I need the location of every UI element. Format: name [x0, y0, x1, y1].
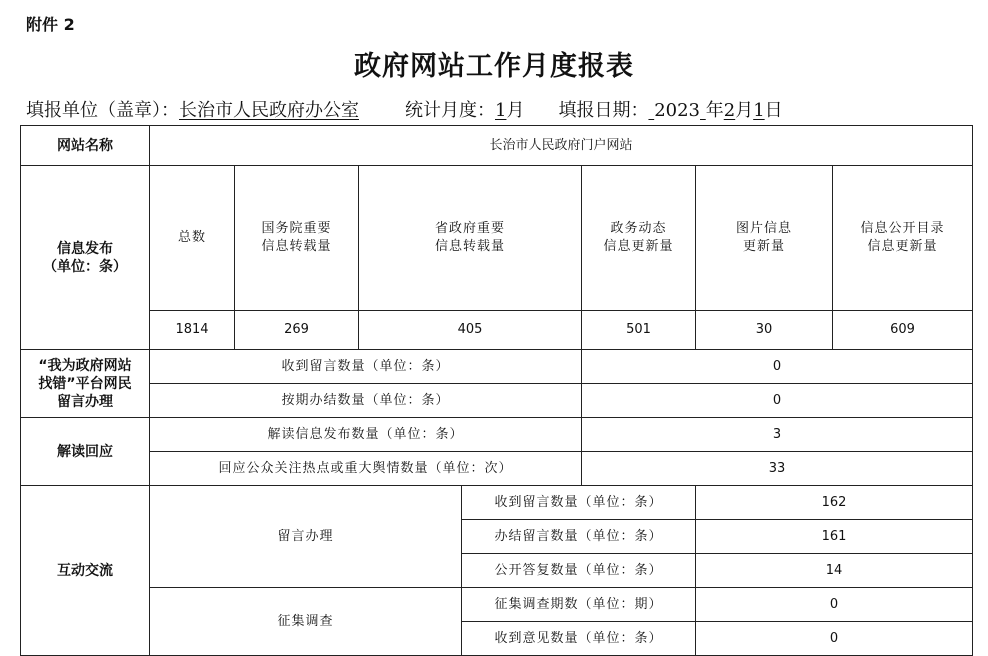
zhengji-opinions-label: 收到意见数量（单位：条）: [462, 622, 696, 656]
jiedu-response-label: 回应公众关注热点或重大舆情数量（单位：次）: [150, 452, 582, 486]
jiedu-published-value: 3: [582, 418, 973, 452]
zhengji-periods-label: 征集调查期数（单位：期）: [462, 588, 696, 622]
date-month-suffix: 月: [735, 100, 754, 121]
liuyan-received-label: 收到留言数量（单位：条）: [462, 486, 696, 520]
page-title: 政府网站工作月度报表: [354, 51, 634, 82]
attachment-label: 附件 2: [26, 15, 75, 34]
zhengji-opinions-value: 0: [696, 622, 973, 656]
period-suffix: 月: [506, 100, 525, 121]
publish-header-row: [21, 166, 973, 311]
publish-header-zhengwu: 政务动态 信息更新量: [582, 166, 696, 311]
liuyan-public-label: 公开答复数量（单位：条）: [462, 554, 696, 588]
unit-value: 长治市人民政府办公室: [179, 100, 359, 121]
jiedu-label: 解读回应: [21, 418, 150, 486]
publish-value-mulu: 609: [833, 311, 973, 350]
table-row: [21, 384, 973, 418]
report-meta: [26, 96, 976, 122]
unit-label: 填报单位（盖章）：: [26, 100, 179, 121]
zhaocuo-ontime-value: 0: [582, 384, 973, 418]
zhengji-label: 征集调查: [150, 588, 462, 656]
table-row: [21, 486, 973, 520]
liuyan-label: 留言办理: [150, 486, 462, 588]
site-value: 长治市人民政府门户网站: [150, 126, 973, 166]
report-table: [20, 125, 973, 656]
zhengji-periods-value: 0: [696, 588, 973, 622]
publish-header-guowuyuan: 国务院重要 信息转载量: [235, 166, 359, 311]
liuyan-done-label: 办结留言数量（单位：条）: [462, 520, 696, 554]
jiedu-published-label: 解读信息发布数量（单位：条）: [150, 418, 582, 452]
zhaocuo-ontime-label: 按期办结数量（单位：条）: [150, 384, 582, 418]
liuyan-public-value: 14: [696, 554, 973, 588]
liuyan-received-value: 162: [696, 486, 973, 520]
publish-header-mulu: 信息公开目录 信息更新量: [833, 166, 973, 311]
table-row: [21, 418, 973, 452]
date-label: 填报日期：: [558, 100, 649, 121]
date-day: 1: [753, 100, 765, 121]
hudong-label: 互动交流: [21, 486, 150, 656]
site-label: 网站名称: [21, 126, 150, 166]
zhaocuo-label: “我为政府网站 找错”平台网民 留言办理: [21, 350, 150, 418]
publish-value-total: 1814: [150, 311, 235, 350]
jiedu-response-value: 33: [582, 452, 973, 486]
publish-value-row: [21, 311, 973, 350]
period-value: 1: [495, 100, 507, 121]
publish-value-shengzhengfu: 405: [359, 311, 582, 350]
zhaocuo-received-label: 收到留言数量（单位：条）: [150, 350, 582, 384]
zhaocuo-received-value: 0: [582, 350, 973, 384]
publish-header-tupian: 图片信息 更新量: [696, 166, 833, 311]
publish-value-zhengwu: 501: [582, 311, 696, 350]
liuyan-done-value: 161: [696, 520, 973, 554]
publish-header-shengzhengfu: 省政府重要 信息转载量: [359, 166, 582, 311]
publish-label: 信息发布 （单位：条）: [21, 166, 150, 350]
period-label: 统计月度：: [405, 100, 495, 121]
publish-header-total: 总数: [150, 166, 235, 311]
site-row: [21, 126, 973, 166]
date-year: 2023: [654, 100, 700, 121]
table-row: [21, 588, 973, 622]
table-row: [21, 452, 973, 486]
date-month: 2: [723, 100, 736, 121]
table-row: [21, 350, 973, 384]
publish-value-tupian: 30: [696, 311, 833, 350]
date-year-suffix: 年: [705, 100, 724, 121]
publish-value-guowuyuan: 269: [235, 311, 359, 350]
date-day-suffix: 日: [764, 100, 783, 121]
